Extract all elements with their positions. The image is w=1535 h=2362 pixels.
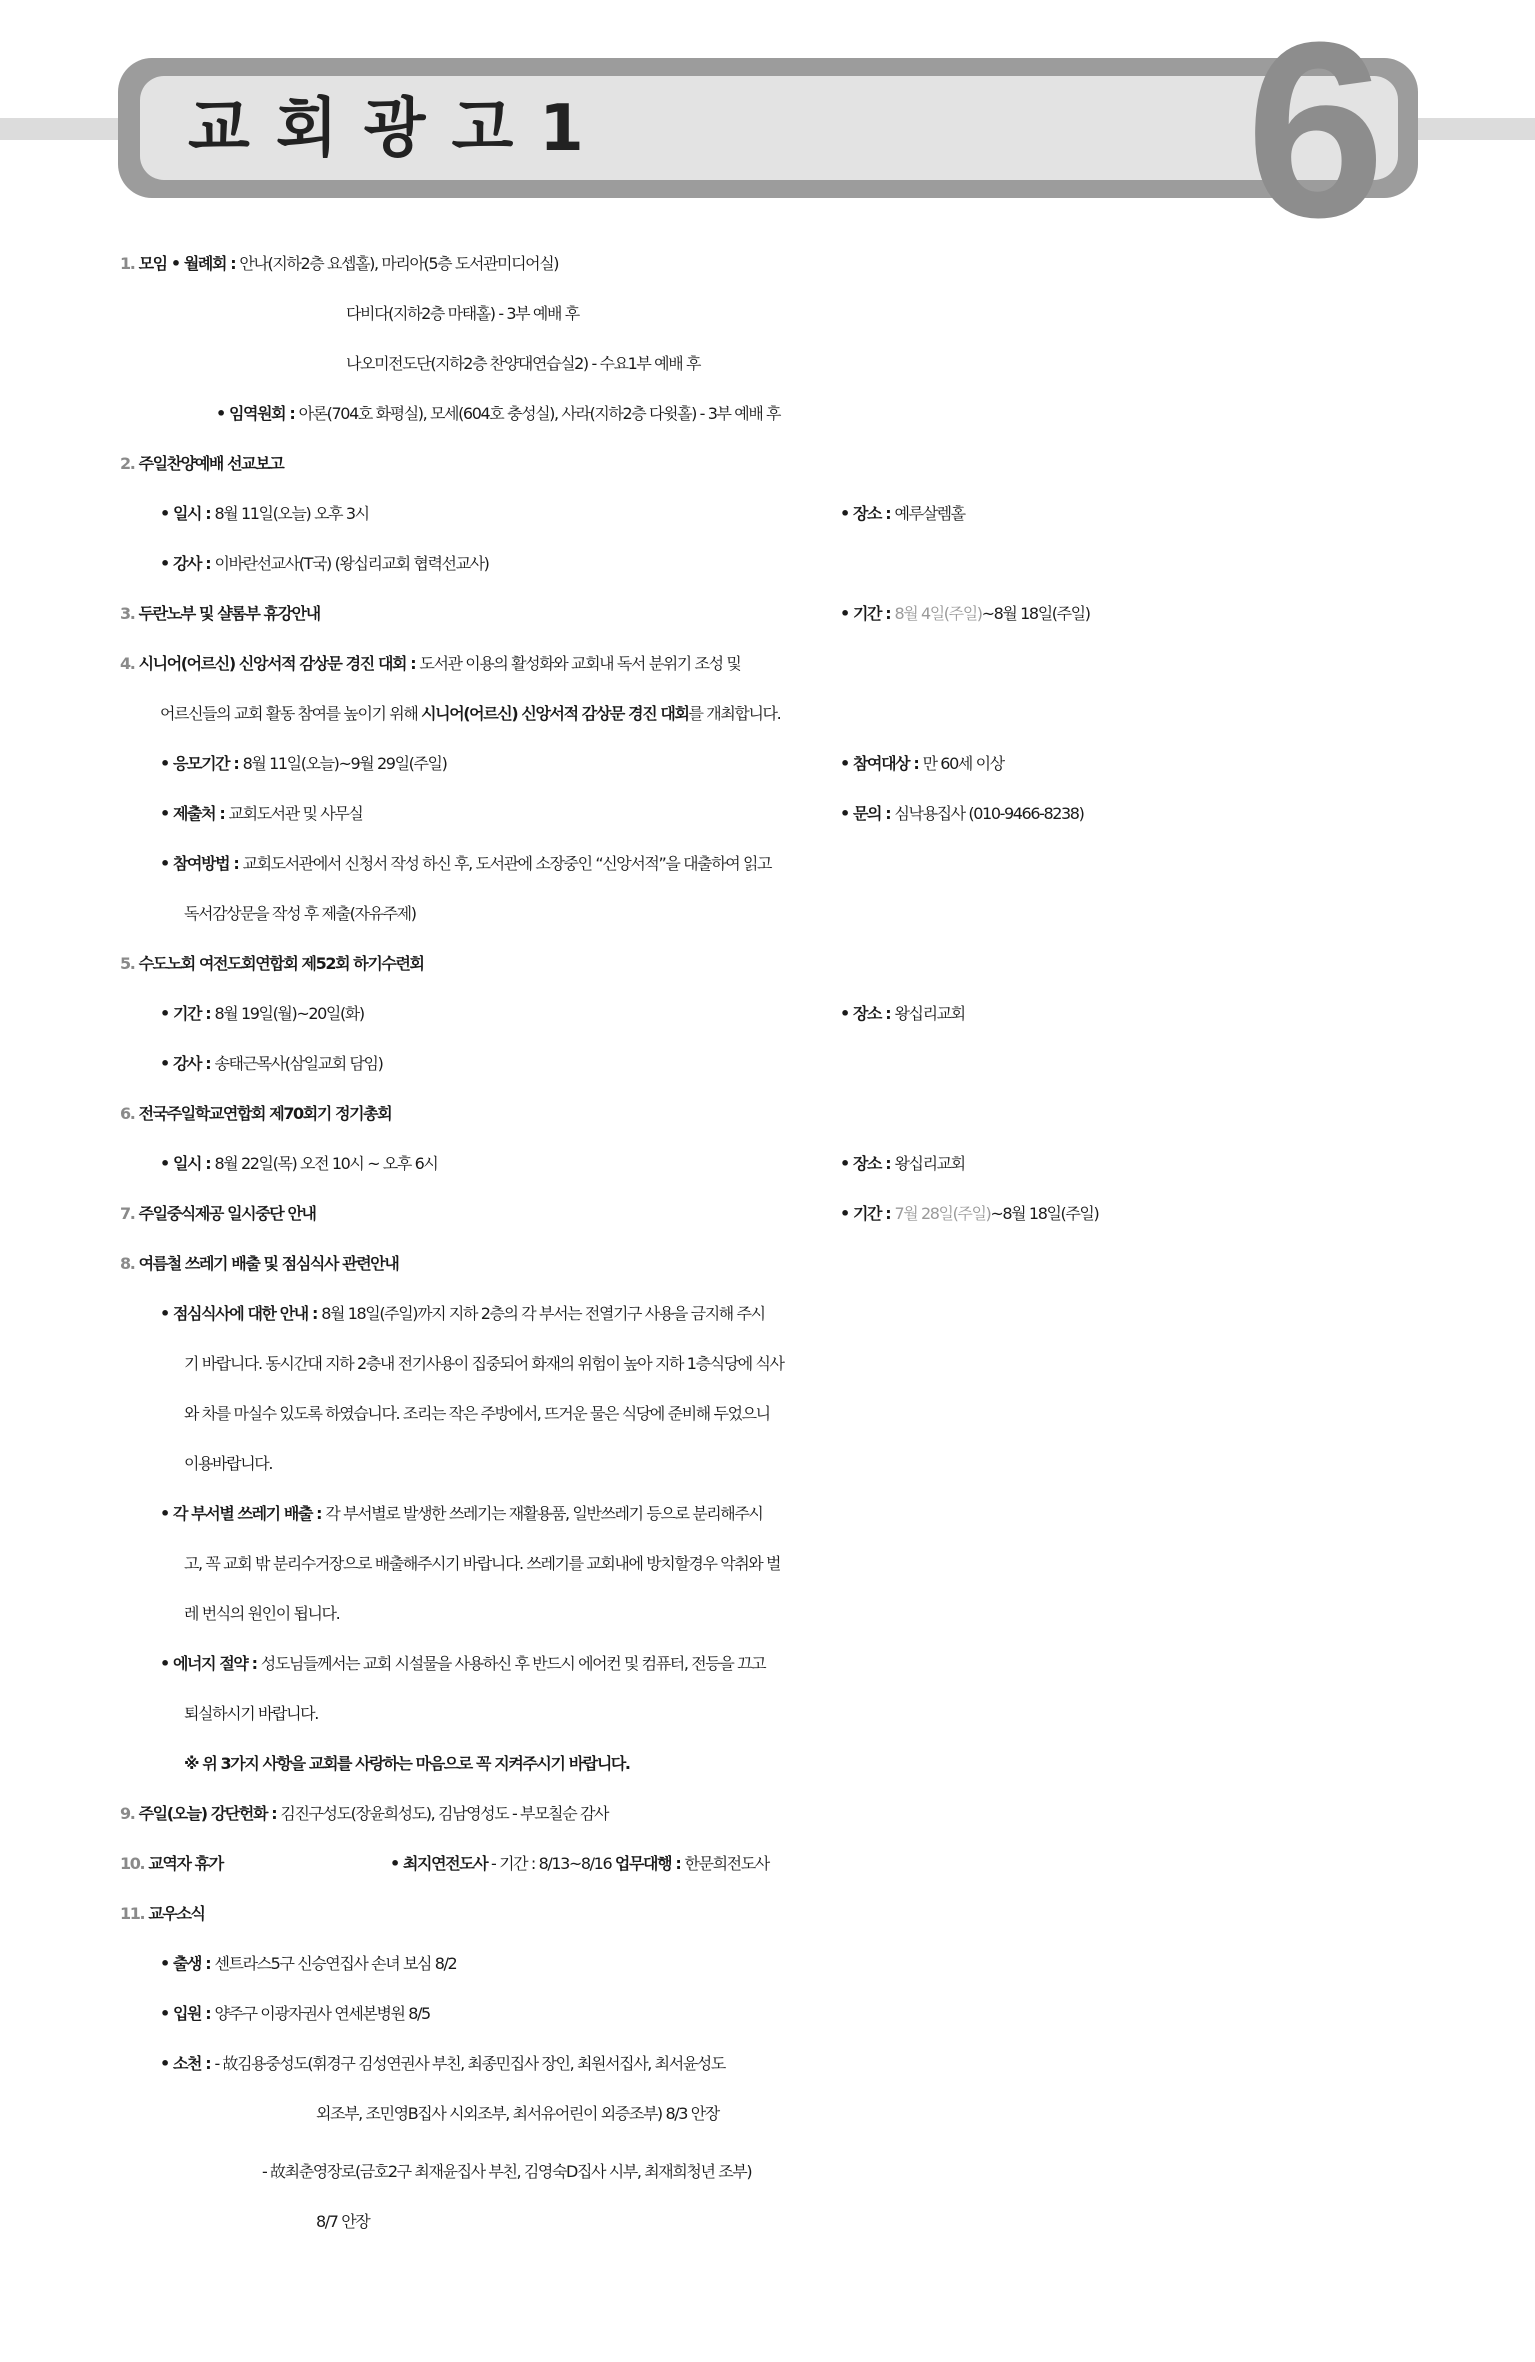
item-text: 왕십리교회 [894,1154,965,1173]
item-text: 송태근목사(삼일교회 담임) [214,1054,383,1073]
announcement-line [160,2041,725,2087]
item-label: • 입원 : [160,2004,215,2023]
announcement-line [160,491,369,537]
item-text: 성도님들께서는 교회 시설물을 사용하신 후 반드시 에어컨 및 컴퓨터, 전등을 끄고 [260,1654,766,1673]
item-label: 주일찬양예배 선교보고 [138,454,284,473]
announcement-line [120,1891,205,1937]
announcement-line [840,591,1090,637]
page-title: 교회광고1 [188,92,610,166]
item-text: 안나(지하2층 요셉홀), 마리아(5층 도서관미디어실) [239,254,559,273]
item-label: 교역자 휴가 [148,1854,223,1873]
item-number: 7. [120,1204,139,1223]
announcement-line [160,1141,437,1187]
announcement-line [840,1141,965,1187]
announcement-line [120,941,424,987]
item-label: 시니어(어르신) 신앙서적 감상문 경진 대회 : [138,654,420,673]
item-label: • 기간 : [160,1004,215,1023]
item-label: 모임 • 월례회 : [138,254,240,273]
announcement-line [120,1841,223,1887]
item-text: 교회도서관에서 신청서 작성 하신 후, 도서관에 소장중인 “신앙서적”을 대출하여 읽고 [242,854,772,873]
item-text: 이바란선교사(T국) (왕십리교회 협력선교사) [214,554,489,573]
item-number: 3. [120,604,139,623]
announcement-line [160,1991,430,2037]
item-text: 8월 4일(주일) [894,604,982,623]
item-number: 4. [120,654,139,673]
item-number: 11. [120,1904,149,1923]
item-label: • 각 부서별 쓰레기 배출 : [160,1504,326,1523]
item-text: 기 바랍니다. 동시간대 지하 2층내 전기사용이 집중되어 화재의 위험이 높아 지하 1층식당에 식사 [184,1354,784,1373]
announcement-line [216,391,780,437]
announcement-line [316,2199,369,2245]
item-label: • 문의 : [840,804,895,823]
announcement-line [120,591,320,637]
item-number: 6. [120,1104,139,1123]
announcement-line [840,491,965,537]
item-label: 여름철 쓰레기 배출 및 점심식사 관련안내 [138,1254,399,1273]
announcement-line [120,1241,398,1287]
item-text: 8월 18일(주일)까지 지하 2층의 각 부서는 전열기구 사용을 금지해 주시 [321,1304,765,1323]
announcement-line [160,541,489,587]
item-label: • 참여대상 : [840,754,923,773]
item-text: 예루살렘홀 [894,504,965,523]
item-text: 8월 19일(월)~20일(화) [214,1004,364,1023]
item-text: 7월 28일(주일) [894,1204,991,1223]
item-label: 업무대행 : [614,1854,685,1873]
announcement-line [160,1491,762,1537]
item-label: • 기간 : [840,1204,895,1223]
item-label: • 강사 : [160,1054,215,1073]
item-text: 각 부서별로 발생한 쓰레기는 재활용품, 일반쓰레기 등으로 분리해주시 [325,1504,763,1523]
item-label: • 최지연전도사 [390,1854,488,1873]
announcement-line [120,641,740,687]
item-label: 주일중식제공 일시중단 안내 [138,1204,316,1223]
item-label: • 장소 : [840,1154,895,1173]
item-text: 레 번식의 원인이 됩니다. [184,1604,340,1623]
announcement-line [840,1191,1098,1237]
item-text: - 기간 : 8/13~8/16 [487,1854,615,1873]
announcement-line [160,1291,765,1337]
item-text: 나오미전도단(지하2층 찬양대연습실2) - 수요1부 예배 후 [346,354,701,373]
item-label: 두란노부 및 샬롬부 휴강안내 [138,604,320,623]
announcement-line [346,341,700,387]
page-number: 6 [1246,0,1386,269]
announcement-line [184,1391,770,1437]
item-text: 센트라스5구 신승연집사 손녀 보심 8/2 [214,1954,457,1973]
announcement-line [184,1741,630,1787]
item-text: ~8월 18일(주일) [990,1204,1099,1223]
item-number: 2. [120,454,139,473]
item-label: 교우소식 [148,1904,205,1923]
item-label: • 제출처 : [160,804,229,823]
announcement-line [120,1791,608,1837]
announcement-line [184,891,416,937]
item-label: 시니어(어르신) 신앙서적 감상문 경진 대회 [421,704,689,723]
announcement-line [316,2091,719,2137]
item-text: 독서감상문을 작성 후 제출(자유주제) [184,904,416,923]
announcement-line [160,1041,382,1087]
announcement-line [160,691,780,737]
item-text: 8/7 안장 [316,2212,370,2231]
item-number: 10. [120,1854,149,1873]
announcement-line [120,1191,316,1237]
item-label: • 에너지 절약 : [160,1654,261,1673]
announcement-line [390,1841,769,1887]
item-text: 한문희전도사 [684,1854,769,1873]
announcement-line [184,1441,272,1487]
announcement-line [160,841,771,887]
announcement-line [184,1541,780,1587]
item-label: • 임역원회 : [216,404,299,423]
announcement-line [120,441,283,487]
item-text: 어르신들의 교회 활동 참여를 높이기 위해 [160,704,422,723]
item-text: - 故최춘영장로(금호2구 최재윤집사 부친, 김영숙D집사 시부, 최재희청년 조부) [262,2162,752,2181]
item-label: • 기간 : [840,604,895,623]
announcement-line [160,791,362,837]
item-label: • 일시 : [160,1154,215,1173]
item-label: • 점심식사에 대한 안내 : [160,1304,322,1323]
announcement-line [160,991,364,1037]
item-text: ~8월 18일(주일) [981,604,1090,623]
item-text: 심낙용집사 (010-9466-8238) [894,804,1084,823]
item-text: 고, 꼭 교회 밖 분리수거장으로 배출해주시기 바랍니다. 쓰레기를 교회내에 방치할경우 악취와 벌 [184,1554,781,1573]
announcement-line [840,741,1004,787]
announcement-line [184,1691,318,1737]
announcement-line [184,1591,339,1637]
announcement-line [120,1091,391,1137]
item-text: 퇴실하시기 바랍니다. [184,1704,318,1723]
announcement-line [262,2149,751,2195]
announcement-line [160,741,446,787]
item-text: 다비다(지하2층 마태홀) - 3부 예배 후 [346,304,579,323]
announcement-line [346,291,579,337]
item-text: 도서관 이용의 활성화와 교회내 독서 분위기 조성 및 [419,654,741,673]
item-label: ※ 위 3가지 사항을 교회를 사랑하는 마음으로 꼭 지켜주시기 바랍니다. [184,1754,630,1773]
item-label: 전국주일학교연합회 제70회기 정기총회 [138,1104,392,1123]
announcement-line [840,791,1083,837]
item-text: 김진구성도(장윤희성도), 김남영성도 - 부모칠순 감사 [280,1804,609,1823]
item-label: • 장소 : [840,1004,895,1023]
announcement-line [160,1641,765,1687]
item-text: 이용바랍니다. [184,1454,273,1473]
item-number: 5. [120,954,139,973]
announcement-line [840,991,965,1037]
item-text: 8월 11일(오늘)~9월 29일(주일) [242,754,447,773]
item-text: 8월 11일(오늘) 오후 3시 [214,504,369,523]
item-number: 1. [120,254,139,273]
item-text: 왕십리교회 [894,1004,965,1023]
item-text: - 故김용중성도(휘경구 김성연권사 부친, 최종민집사 장인, 최원서집사, 최서윤성도 [214,2054,725,2073]
item-label: 수도노회 여전도회연합회 제52회 하기수련회 [138,954,424,973]
item-label: • 출생 : [160,1954,215,1973]
item-text: 를 개최합니다. [688,704,781,723]
announcement-line [184,1341,784,1387]
item-label: • 소천 : [160,2054,215,2073]
item-text: 교회도서관 및 사무실 [228,804,363,823]
item-text: 와 차를 마실수 있도록 하였습니다. 조리는 작은 주방에서, 뜨거운 물은 식당에 준비해 두었으니 [184,1404,770,1423]
item-text: 8월 22일(목) 오전 10시 ~ 오후 6시 [214,1154,438,1173]
item-label: • 응모기간 : [160,754,243,773]
item-text: 외조부, 조민영B집사 시외조부, 최서유어린이 외증조부) 8/3 안장 [316,2104,719,2123]
item-number: 8. [120,1254,139,1273]
announcement-line [120,241,558,287]
item-label: • 참여방법 : [160,854,243,873]
announcement-line [160,1941,456,1987]
item-text: 아론(704호 화평실), 모세(604호 충성실), 사라(지하2층 다윗홀) - 3부 예배 후 [298,404,781,423]
item-label: • 강사 : [160,554,215,573]
item-number: 9. [120,1804,139,1823]
item-label: • 장소 : [840,504,895,523]
item-text: 양주구 이광자권사 연세본병원 8/5 [214,2004,430,2023]
item-text: 만 60세 이상 [922,754,1004,773]
item-label: • 일시 : [160,504,215,523]
item-label: 주일(오늘) 강단헌화 : [138,1804,281,1823]
